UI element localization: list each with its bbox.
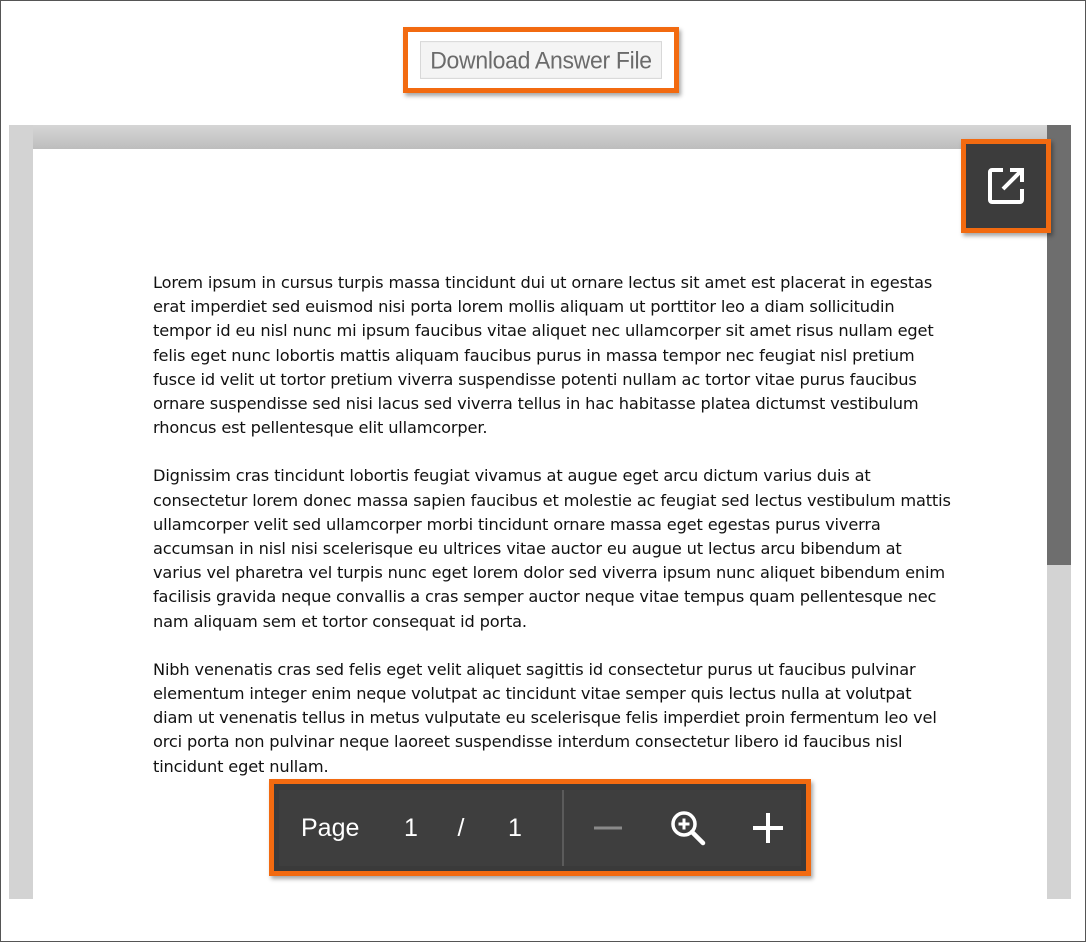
page-top-shadow	[33, 125, 1047, 149]
download-button-highlight	[403, 27, 679, 93]
total-pages: 1	[508, 814, 522, 842]
page-separator: /	[457, 814, 465, 842]
page-label: Page	[301, 813, 360, 842]
zoom-in-button[interactable]	[744, 804, 792, 852]
document-paragraph-3: Nibh venenatis cras sed felis eget velit aliquet sagittis id consectetur purus ut faucibus pulvinar elementum integer enim neque volutpat ac tincidunt vitae semper quis lectus nulla at volutpat diam ut venenatis tellus in metus vulputate eu scelerisque felis imperdiet proin fermentum leo vel orci porta non pulvinar neque laoreet suspendisse interdum consectetur libero id faucibus nisl tincidunt eget nullam.	[153, 659, 937, 776]
open-in-new-icon	[986, 166, 1026, 206]
document-paragraph-1: Lorem ipsum in cursus turpis massa tincidunt dui ut ornare lectus sit amet est placerat in egestas erat imperdiet sed euismod nisi porta lorem mollis aliquam ut porttitor leo a diam sollicitudin tempor id eu nisl nunc mi ipsum faucibus vitae aliquet nec ullamcorper sit amet risus nullam eget felis eget nunc lobortis mattis aliquam faucibus purus in massa tempor nec feugiat nisl pretium fusce id velit ut tortor pretium viverra suspendisse potenti nullam ac tortor vitae purus faucibus ornare suspendisse sed nisi lacus sed viverra tellus in hac habitasse platea dictumst vestibulum rhoncus est pellentesque elit ullamcorper.	[153, 273, 934, 438]
zoom-in-icon	[668, 808, 708, 848]
open-in-new-window-button[interactable]	[966, 144, 1046, 228]
popout-button-highlight	[961, 139, 1051, 233]
minus-icon	[592, 812, 624, 844]
viewer-toolbar	[279, 790, 801, 866]
download-answer-file-button[interactable]: Download Answer File	[420, 41, 662, 79]
plus-icon	[751, 811, 785, 845]
document-paragraph-2: Dignissim cras tincidunt lobortis feugiat vivamus at augue eget arcu dictum varius duis at consectetur lorem donec massa sapien faucibus et molestie ac feugiat sed lectus vestibulum mattis ullamcorper velit sed ullamcorper morbi tincidunt ornare massa eget egestas purus viverra accumsan in nisl nisi scelerisque eu ultrices vitae auctor eu augue ut lectus arcu bibendum at varius vel pharetra vel turpis nunc eget lorem dolor sed viverra ipsum nunc aliquet bibendum enim facilisis gravida neque convallis a cras semper auctor neque vitae tempus quam pellentesque nec nam aliquam sem et tortor consequat id porta.	[153, 466, 951, 631]
zoom-button[interactable]	[664, 804, 712, 852]
document-text	[153, 271, 953, 803]
viewer-toolbar-highlight	[269, 779, 811, 876]
current-page-number[interactable]: 1	[404, 814, 418, 842]
toolbar-divider	[562, 790, 564, 866]
zoom-out-button[interactable]	[584, 804, 632, 852]
scrollbar-track[interactable]	[1047, 125, 1071, 899]
